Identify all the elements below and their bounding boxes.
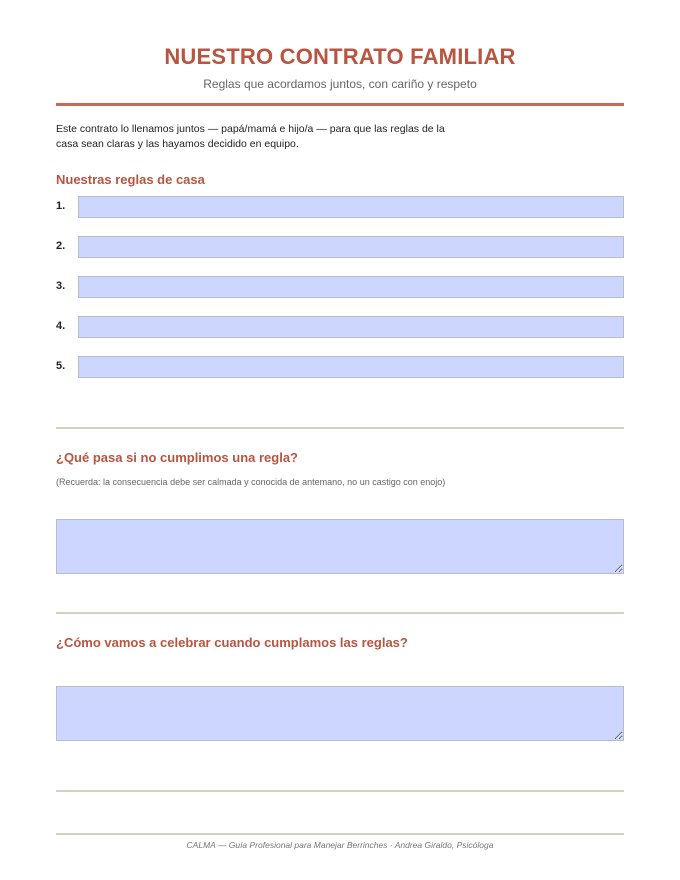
section-divider-2 (56, 612, 624, 614)
rule-input-1[interactable] (78, 196, 624, 218)
section-divider-3 (56, 790, 624, 792)
footer-text: CALMA — Guía Profesional para Manejar Berrinches · Andrea Giraldo, Psicóloga (186, 840, 494, 850)
footer-divider (56, 833, 624, 835)
rule-number: 3. (56, 280, 66, 292)
page-title: NUESTRO CONTRATO FAMILIAR (164, 44, 516, 69)
intro-line-2: casa sean claras y las hayamos decidido en equipo. (56, 138, 299, 150)
celebration-textarea[interactable] (56, 686, 624, 741)
rule-number: 2. (56, 240, 66, 252)
rule-row-3 (56, 276, 624, 298)
rules-heading: Nuestras reglas de casa (56, 172, 205, 187)
page-subtitle: Reglas que acordamos juntos, con cariño y respeto (203, 77, 477, 91)
consequence-note: (Recuerda: la consecuencia debe ser calmada y conocida de antemano, no un castigo con enojo) (56, 477, 446, 487)
intro-text (56, 122, 476, 152)
rule-input-3[interactable] (78, 276, 624, 298)
rule-number: 1. (56, 200, 66, 212)
consequence-textarea[interactable] (56, 519, 624, 574)
rule-row-4 (56, 316, 624, 338)
section-divider-1 (56, 427, 624, 429)
rule-row-5 (56, 356, 624, 378)
rule-number: 4. (56, 320, 66, 332)
consequence-heading: ¿Qué pasa si no cumplimos una regla? (56, 450, 298, 465)
rule-number: 5. (56, 360, 66, 372)
rule-input-5[interactable] (78, 356, 624, 378)
rule-row-2 (56, 236, 624, 258)
rule-input-2[interactable] (78, 236, 624, 258)
header-divider (56, 103, 624, 106)
celebration-heading: ¿Cómo vamos a celebrar cuando cumplamos las reglas? (56, 635, 408, 650)
intro-line-1: Este contrato lo llenamos juntos — papá/mamá e hijo/a — para que las reglas de la (56, 123, 445, 135)
rule-row-1 (56, 196, 624, 218)
rule-input-4[interactable] (78, 316, 624, 338)
